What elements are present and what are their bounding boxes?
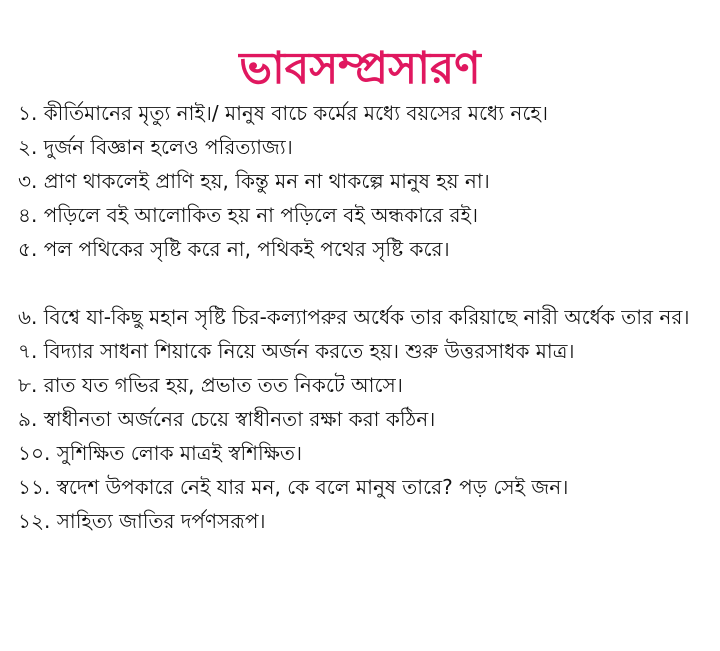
list-item: ৩. প্রাণ থাকলেই প্রাণি হয়, কিন্তু মন না থাকল্পে মানুষ হয় না। xyxy=(18,169,490,193)
essay-topic-list xyxy=(18,96,708,538)
page-title: ভাবসম্প্রসারণ xyxy=(239,43,481,95)
list-item: ৫. পল পথিকের সৃষ্টি করে না, পথিকই পথের সৃষ্টি করে। xyxy=(18,237,450,261)
list-spacer xyxy=(18,266,708,300)
list-item: ১. কীর্তিমানের মৃত্যু নাই।/ মানুষ বাচে কর্মের মধ্যে বয়সের মধ্যে নহে। xyxy=(18,101,549,125)
list-item: ১২. সাহিত্য জাতির দর্পণসরূপ। xyxy=(18,509,266,533)
list-item: ১১. স্বদেশ উপকারে নেই যার মন, কে বলে মানুষ তারে? পড় সেই জন। xyxy=(18,475,569,499)
list-item: ৬. বিশ্বে যা-কিছু মহান সৃষ্টি চির-কল্যাপরুর অর্ধেক তার করিয়াছে নারী অর্ধেক তার নর। xyxy=(18,305,690,329)
list-item: ৪. পড়িলে বই আলোকিত হয় না পড়িলে বই অন্ধকারে রই। xyxy=(18,203,479,227)
list-item: ৮. রাত যত গভির হয়, প্রভাত তত নিকটে আসে। xyxy=(18,373,403,397)
list-item: ৯. স্বাধীনতা অর্জনের চেয়ে স্বাধীনতা রক্ষা করা কঠিন। xyxy=(18,407,436,431)
list-item: ১০. সুশিক্ষিত লোক মাত্রই স্বশিক্ষিত। xyxy=(18,441,303,465)
list-item: ৭. বিদ্যার সাধনা শিয়াকে নিয়ে অর্জন করতে হয়। শুরু উত্তরসাধক মাত্র। xyxy=(18,339,575,363)
list-item: ২. দুর্জন বিজ্ঞান হলেও পরিত্যাজ্য। xyxy=(18,135,293,159)
